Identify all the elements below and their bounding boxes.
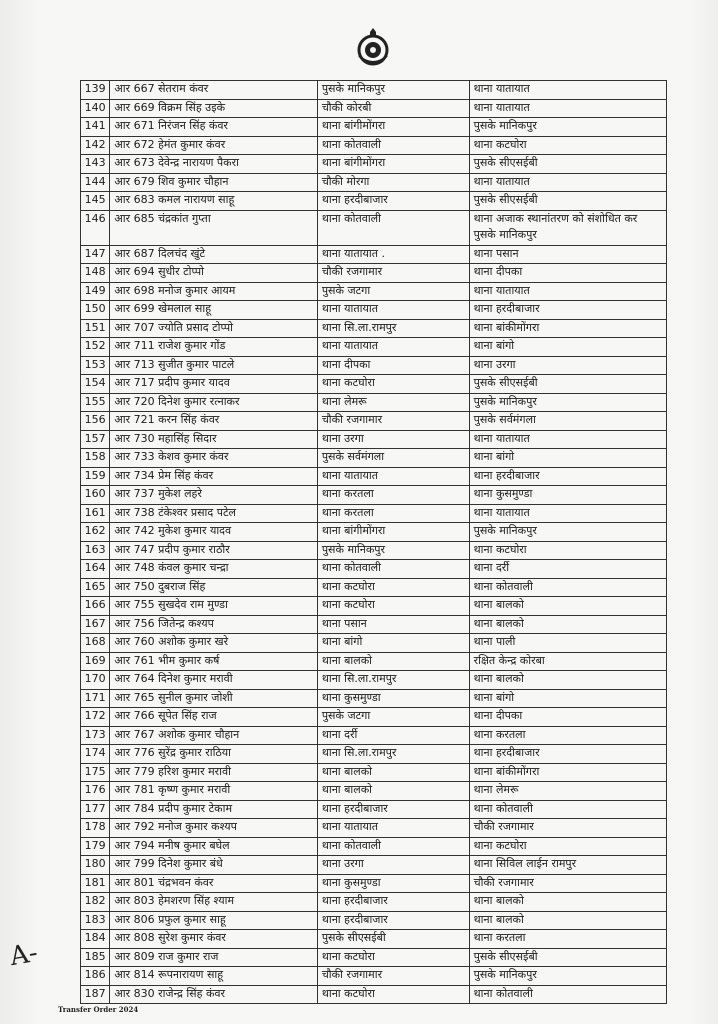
employee-name-cell: आर 809 राज कुमार राज bbox=[110, 948, 317, 967]
to-post-cell: चौकी रजगामार bbox=[469, 874, 666, 893]
employee-name-cell: आर 738 टंकेश्वर प्रसाद पटेल bbox=[110, 504, 317, 523]
employee-name-cell: आर 765 सुनील कुमार जोशी bbox=[110, 689, 317, 708]
employee-name-cell: आर 784 प्रदीप कुमार टेकाम bbox=[110, 800, 317, 819]
employee-name-cell: आर 808 सुरेश कुमार कंवर bbox=[110, 930, 317, 949]
from-post-cell: चौकी रजगामार bbox=[317, 967, 469, 986]
to-post-cell: थाना बांगो bbox=[469, 338, 666, 357]
table-row bbox=[81, 393, 667, 412]
serial-number-cell: 178 bbox=[81, 819, 110, 838]
from-post-cell: थाना बालको bbox=[317, 763, 469, 782]
employee-name-cell: आर 801 चंद्रभवन कंवर bbox=[110, 874, 317, 893]
table-row bbox=[81, 430, 667, 449]
table-row bbox=[81, 837, 667, 856]
from-post-cell: थाना लेमरू bbox=[317, 393, 469, 412]
table-row bbox=[81, 874, 667, 893]
from-post-cell: थाना हरदीबाजार bbox=[317, 800, 469, 819]
employee-name-cell: आर 755 सुखदेव राम मुण्डा bbox=[110, 597, 317, 616]
to-post-cell: थाना बालको bbox=[469, 615, 666, 634]
to-post-cell: पुसके मानिकपुर bbox=[469, 523, 666, 542]
to-post-cell: थाना बालको bbox=[469, 911, 666, 930]
to-post-cell: थाना सिविल लाईन रामपुर bbox=[469, 856, 666, 875]
employee-name-cell: आर 730 महासिंह सिदार bbox=[110, 430, 317, 449]
to-post-cell: थाना करतला bbox=[469, 726, 666, 745]
serial-number-cell: 163 bbox=[81, 541, 110, 560]
table-row bbox=[81, 301, 667, 320]
to-post-cell: थाना हरदीबाजार bbox=[469, 301, 666, 320]
to-post-cell: थाना कटघोरा bbox=[469, 136, 666, 155]
serial-number-cell: 151 bbox=[81, 319, 110, 338]
serial-number-cell: 170 bbox=[81, 671, 110, 690]
serial-number-cell: 158 bbox=[81, 449, 110, 468]
employee-name-cell: आर 717 प्रदीप कुमार यादव bbox=[110, 375, 317, 394]
employee-name-cell: आर 761 भीम कुमार कर्ष bbox=[110, 652, 317, 671]
from-post-cell: थाना बालको bbox=[317, 782, 469, 801]
serial-number-cell: 142 bbox=[81, 136, 110, 155]
table-row bbox=[81, 118, 667, 137]
from-post-cell: थाना सि.ला.रामपुर bbox=[317, 319, 469, 338]
to-post-cell: पुसके मानिकपुर bbox=[469, 118, 666, 137]
to-post-cell: थाना दीपका bbox=[469, 264, 666, 283]
serial-number-cell: 153 bbox=[81, 356, 110, 375]
employee-name-cell: आर 737 मुकेश लहरे bbox=[110, 486, 317, 505]
from-post-cell: पुसके जटगा bbox=[317, 708, 469, 727]
serial-number-cell: 187 bbox=[81, 985, 110, 1004]
table-row bbox=[81, 192, 667, 211]
employee-name-cell: आर 781 कृष्ण कुमार मरावी bbox=[110, 782, 317, 801]
to-post-cell: थाना दीपका bbox=[469, 708, 666, 727]
serial-number-cell: 141 bbox=[81, 118, 110, 137]
serial-number-cell: 148 bbox=[81, 264, 110, 283]
table-row bbox=[81, 264, 667, 283]
from-post-cell: थाना कटघोरा bbox=[317, 597, 469, 616]
from-post-cell: थाना दीपका bbox=[317, 356, 469, 375]
table-row bbox=[81, 173, 667, 192]
table-row bbox=[81, 523, 667, 542]
from-post-cell: थाना बालको bbox=[317, 652, 469, 671]
to-post-cell: पुसके सीएसईबी bbox=[469, 155, 666, 174]
employee-name-cell: आर 672 हेमंत कुमार कंवर bbox=[110, 136, 317, 155]
employee-name-cell: आर 756 जितेन्द्र कश्यप bbox=[110, 615, 317, 634]
employee-name-cell: आर 699 खेमलाल साहू bbox=[110, 301, 317, 320]
from-post-cell: थाना हरदीबाजार bbox=[317, 893, 469, 912]
to-post-cell: थाना बालको bbox=[469, 597, 666, 616]
table-row bbox=[81, 948, 667, 967]
table-row bbox=[81, 689, 667, 708]
employee-name-cell: आर 799 दिनेश कुमार बंधे bbox=[110, 856, 317, 875]
to-post-cell: थाना लेमरू bbox=[469, 782, 666, 801]
table-row bbox=[81, 911, 667, 930]
serial-number-cell: 150 bbox=[81, 301, 110, 320]
employee-name-cell: आर 779 हरिश कुमार मरावी bbox=[110, 763, 317, 782]
from-post-cell: थाना दर्री bbox=[317, 726, 469, 745]
serial-number-cell: 175 bbox=[81, 763, 110, 782]
table-row bbox=[81, 985, 667, 1004]
from-post-cell: पुसके मानिकपुर bbox=[317, 541, 469, 560]
from-post-cell: थाना बांगीमोंगरा bbox=[317, 155, 469, 174]
employee-name-cell: आर 685 चंद्रकांत गुप्ता bbox=[110, 210, 317, 245]
from-post-cell: थाना कुसमुण्डा bbox=[317, 874, 469, 893]
employee-name-cell: आर 830 राजेन्द्र सिंह कंवर bbox=[110, 985, 317, 1004]
serial-number-cell: 172 bbox=[81, 708, 110, 727]
serial-number-cell: 181 bbox=[81, 874, 110, 893]
serial-number-cell: 183 bbox=[81, 911, 110, 930]
table-row bbox=[81, 486, 667, 505]
to-post-cell: थाना कटघोरा bbox=[469, 837, 666, 856]
employee-name-cell: आर 687 दिलचंद खुंटे bbox=[110, 245, 317, 264]
to-post-cell: थाना उरगा bbox=[469, 356, 666, 375]
employee-name-cell: आर 683 कमल नारायण साहू bbox=[110, 192, 317, 211]
employee-name-cell: आर 814 रूपनारायण साहू bbox=[110, 967, 317, 986]
table-row bbox=[81, 782, 667, 801]
to-post-cell: थाना दर्री bbox=[469, 560, 666, 579]
table-row bbox=[81, 597, 667, 616]
from-post-cell: थाना सि.ला.रामपुर bbox=[317, 671, 469, 690]
from-post-cell: थाना यातायात bbox=[317, 467, 469, 486]
table-row bbox=[81, 356, 667, 375]
employee-name-cell: आर 747 प्रदीप कुमार राठौर bbox=[110, 541, 317, 560]
from-post-cell: थाना बांगो bbox=[317, 634, 469, 653]
from-post-cell: थाना कोतवाली bbox=[317, 837, 469, 856]
employee-name-cell: आर 734 प्रेम सिंह कंवर bbox=[110, 467, 317, 486]
employee-name-cell: आर 792 मनोज कुमार कश्यप bbox=[110, 819, 317, 838]
to-post-cell: थाना बांकीमोंगरा bbox=[469, 319, 666, 338]
table-row bbox=[81, 560, 667, 579]
to-post-cell: थाना बांकीमोंगरा bbox=[469, 763, 666, 782]
from-post-cell: चौकी रजगामार bbox=[317, 412, 469, 431]
table-row bbox=[81, 819, 667, 838]
to-post-cell: थाना कोतवाली bbox=[469, 985, 666, 1004]
serial-number-cell: 161 bbox=[81, 504, 110, 523]
serial-number-cell: 152 bbox=[81, 338, 110, 357]
table-row bbox=[81, 708, 667, 727]
table-row bbox=[81, 375, 667, 394]
to-post-cell: थाना यातायात bbox=[469, 173, 666, 192]
serial-number-cell: 184 bbox=[81, 930, 110, 949]
employee-name-cell: आर 750 दुबराज सिंह bbox=[110, 578, 317, 597]
serial-number-cell: 145 bbox=[81, 192, 110, 211]
employee-name-cell: आर 733 केशव कुमार कंवर bbox=[110, 449, 317, 468]
employee-name-cell: आर 669 विक्रम सिंह उइके bbox=[110, 99, 317, 118]
serial-number-cell: 147 bbox=[81, 245, 110, 264]
serial-number-cell: 159 bbox=[81, 467, 110, 486]
serial-number-cell: 160 bbox=[81, 486, 110, 505]
employee-name-cell: आर 806 प्रफुल कुमार साहू bbox=[110, 911, 317, 930]
from-post-cell: थाना कोतवाली bbox=[317, 560, 469, 579]
employee-name-cell: आर 707 ज्योति प्रसाद टोप्पो bbox=[110, 319, 317, 338]
from-post-cell: थाना सि.ला.रामपुर bbox=[317, 745, 469, 764]
from-post-cell: थाना यातायात . bbox=[317, 245, 469, 264]
table-row bbox=[81, 578, 667, 597]
to-post-cell: थाना बांगो bbox=[469, 449, 666, 468]
from-post-cell: पुसके मानिकपुर bbox=[317, 81, 469, 100]
to-post-cell: पुसके मानिकपुर bbox=[469, 393, 666, 412]
employee-name-cell: आर 694 सुधीर टोप्पो bbox=[110, 264, 317, 283]
to-post-cell: थाना बांगो bbox=[469, 689, 666, 708]
employee-name-cell: आर 679 शिव कुमार चौहान bbox=[110, 173, 317, 192]
to-post-cell: थाना अजाक स्थानांतरण को संशोधित कर पुसके मानिकपुर bbox=[469, 210, 666, 245]
table-row bbox=[81, 504, 667, 523]
from-post-cell: थाना कटघोरा bbox=[317, 985, 469, 1004]
to-post-cell: थाना हरदीबाजार bbox=[469, 467, 666, 486]
from-post-cell: थाना यातायात bbox=[317, 338, 469, 357]
to-post-cell: पुसके सर्वमंगला bbox=[469, 412, 666, 431]
handwritten-initials: A- bbox=[7, 937, 40, 973]
from-post-cell: थाना कोतवाली bbox=[317, 136, 469, 155]
employee-name-cell: आर 776 सुरेंद्र कुमार राठिया bbox=[110, 745, 317, 764]
to-post-cell: थाना कोतवाली bbox=[469, 800, 666, 819]
serial-number-cell: 164 bbox=[81, 560, 110, 579]
to-post-cell: थाना कटघोरा bbox=[469, 541, 666, 560]
employee-name-cell: आर 711 राजेश कुमार गोंड bbox=[110, 338, 317, 357]
from-post-cell: पुसके सीएसईबी bbox=[317, 930, 469, 949]
serial-number-cell: 157 bbox=[81, 430, 110, 449]
to-post-cell: थाना पसान bbox=[469, 245, 666, 264]
table-row bbox=[81, 634, 667, 653]
serial-number-cell: 174 bbox=[81, 745, 110, 764]
from-post-cell: चौकी रजगामार bbox=[317, 264, 469, 283]
serial-number-cell: 185 bbox=[81, 948, 110, 967]
serial-number-cell: 149 bbox=[81, 282, 110, 301]
table-row bbox=[81, 319, 667, 338]
to-post-cell: थाना पाली bbox=[469, 634, 666, 653]
employee-name-cell: आर 748 कंवल कुमार चन्द्रा bbox=[110, 560, 317, 579]
serial-number-cell: 169 bbox=[81, 652, 110, 671]
from-post-cell: चौकी कोरबी bbox=[317, 99, 469, 118]
employee-name-cell: आर 698 मनोज कुमार आयम bbox=[110, 282, 317, 301]
table-row bbox=[81, 449, 667, 468]
table-row bbox=[81, 893, 667, 912]
table-row bbox=[81, 652, 667, 671]
to-post-cell: पुसके सीएसईबी bbox=[469, 192, 666, 211]
employee-name-cell: आर 764 दिनेश कुमार मरावी bbox=[110, 671, 317, 690]
employee-name-cell: आर 713 सुजीत कुमार पाटले bbox=[110, 356, 317, 375]
table-row bbox=[81, 338, 667, 357]
to-post-cell: थाना बालको bbox=[469, 893, 666, 912]
from-post-cell: थाना कटघोरा bbox=[317, 578, 469, 597]
from-post-cell: थाना हरदीबाजार bbox=[317, 911, 469, 930]
to-post-cell: रक्षित केन्द्र कोरबा bbox=[469, 652, 666, 671]
to-post-cell: थाना करतला bbox=[469, 930, 666, 949]
to-post-cell: थाना यातायात bbox=[469, 81, 666, 100]
to-post-cell: थाना हरदीबाजार bbox=[469, 745, 666, 764]
to-post-cell: थाना कुसमुण्डा bbox=[469, 486, 666, 505]
to-post-cell: पुसके सीएसईबी bbox=[469, 948, 666, 967]
employee-name-cell: आर 803 हेमशरण सिंह श्याम bbox=[110, 893, 317, 912]
employee-name-cell: आर 767 अशोक कुमार चौहान bbox=[110, 726, 317, 745]
serial-number-cell: 177 bbox=[81, 800, 110, 819]
from-post-cell: थाना हरदीबाजार bbox=[317, 192, 469, 211]
from-post-cell: थाना कुसमुण्डा bbox=[317, 689, 469, 708]
table-row bbox=[81, 930, 667, 949]
serial-number-cell: 168 bbox=[81, 634, 110, 653]
serial-number-cell: 179 bbox=[81, 837, 110, 856]
table-row bbox=[81, 210, 667, 245]
table-row bbox=[81, 467, 667, 486]
from-post-cell: पुसके सर्वमंगला bbox=[317, 449, 469, 468]
from-post-cell: थाना बांगीमोंगरा bbox=[317, 523, 469, 542]
table-row bbox=[81, 967, 667, 986]
serial-number-cell: 166 bbox=[81, 597, 110, 616]
employee-name-cell: आर 742 मुकेश कुमार यादव bbox=[110, 523, 317, 542]
table-row bbox=[81, 99, 667, 118]
from-post-cell: थाना कोतवाली bbox=[317, 210, 469, 245]
employee-name-cell: आर 721 करन सिंह कंवर bbox=[110, 412, 317, 431]
from-post-cell: थाना यातायात bbox=[317, 819, 469, 838]
from-post-cell: थाना करतला bbox=[317, 486, 469, 505]
employee-name-cell: आर 766 सूपेत सिंह राज bbox=[110, 708, 317, 727]
serial-number-cell: 146 bbox=[81, 210, 110, 245]
serial-number-cell: 155 bbox=[81, 393, 110, 412]
from-post-cell: थाना यातायात bbox=[317, 301, 469, 320]
fold-line bbox=[0, 0, 24, 21]
table-row bbox=[81, 282, 667, 301]
serial-number-cell: 139 bbox=[81, 81, 110, 100]
employee-name-cell: आर 673 देवेन्द्र नारायण पैकरा bbox=[110, 155, 317, 174]
serial-number-cell: 171 bbox=[81, 689, 110, 708]
to-post-cell: थाना बालको bbox=[469, 671, 666, 690]
serial-number-cell: 143 bbox=[81, 155, 110, 174]
from-post-cell: पुसके जटगा bbox=[317, 282, 469, 301]
serial-number-cell: 162 bbox=[81, 523, 110, 542]
to-post-cell: चौकी रजगामार bbox=[469, 819, 666, 838]
table-row bbox=[81, 671, 667, 690]
serial-number-cell: 176 bbox=[81, 782, 110, 801]
table-row bbox=[81, 412, 667, 431]
to-post-cell: थाना यातायात bbox=[469, 282, 666, 301]
to-post-cell: थाना यातायात bbox=[469, 99, 666, 118]
footer-label: Transfer Order 2024 bbox=[58, 1005, 139, 1014]
table-row bbox=[81, 800, 667, 819]
to-post-cell: पुसके मानिकपुर bbox=[469, 967, 666, 986]
employee-name-cell: आर 671 निरंजन सिंह कंवर bbox=[110, 118, 317, 137]
to-post-cell: थाना यातायात bbox=[469, 430, 666, 449]
serial-number-cell: 140 bbox=[81, 99, 110, 118]
table-row bbox=[81, 81, 667, 100]
serial-number-cell: 165 bbox=[81, 578, 110, 597]
from-post-cell: थाना पसान bbox=[317, 615, 469, 634]
serial-number-cell: 144 bbox=[81, 173, 110, 192]
serial-number-cell: 182 bbox=[81, 893, 110, 912]
serial-number-cell: 154 bbox=[81, 375, 110, 394]
from-post-cell: थाना कटघोरा bbox=[317, 375, 469, 394]
table-row bbox=[81, 155, 667, 174]
from-post-cell: थाना कटघोरा bbox=[317, 948, 469, 967]
serial-number-cell: 186 bbox=[81, 967, 110, 986]
table-row bbox=[81, 856, 667, 875]
table-row bbox=[81, 745, 667, 764]
to-post-cell: पुसके सीएसईबी bbox=[469, 375, 666, 394]
employee-name-cell: आर 760 अशोक कुमार खरे bbox=[110, 634, 317, 653]
serial-number-cell: 167 bbox=[81, 615, 110, 634]
employee-name-cell: आर 794 मनीष कुमार बघेल bbox=[110, 837, 317, 856]
transfer-table bbox=[80, 80, 667, 1004]
to-post-cell: थाना यातायात bbox=[469, 504, 666, 523]
serial-number-cell: 173 bbox=[81, 726, 110, 745]
from-post-cell: थाना उरगा bbox=[317, 430, 469, 449]
serial-number-cell: 156 bbox=[81, 412, 110, 431]
table-row bbox=[81, 136, 667, 155]
from-post-cell: थाना करतला bbox=[317, 504, 469, 523]
serial-number-cell: 180 bbox=[81, 856, 110, 875]
table-row bbox=[81, 541, 667, 560]
table-row bbox=[81, 245, 667, 264]
employee-name-cell: आर 720 दिनेश कुमार रत्नाकर bbox=[110, 393, 317, 412]
from-post-cell: थाना उरगा bbox=[317, 856, 469, 875]
police-emblem-icon bbox=[354, 26, 392, 66]
to-post-cell: थाना कोतवाली bbox=[469, 578, 666, 597]
from-post-cell: चौकी मोरगा bbox=[317, 173, 469, 192]
from-post-cell: थाना बांगीमोंगरा bbox=[317, 118, 469, 137]
table-row bbox=[81, 726, 667, 745]
table-row bbox=[81, 615, 667, 634]
employee-name-cell: आर 667 सेतराम कंवर bbox=[110, 81, 317, 100]
table-row bbox=[81, 763, 667, 782]
